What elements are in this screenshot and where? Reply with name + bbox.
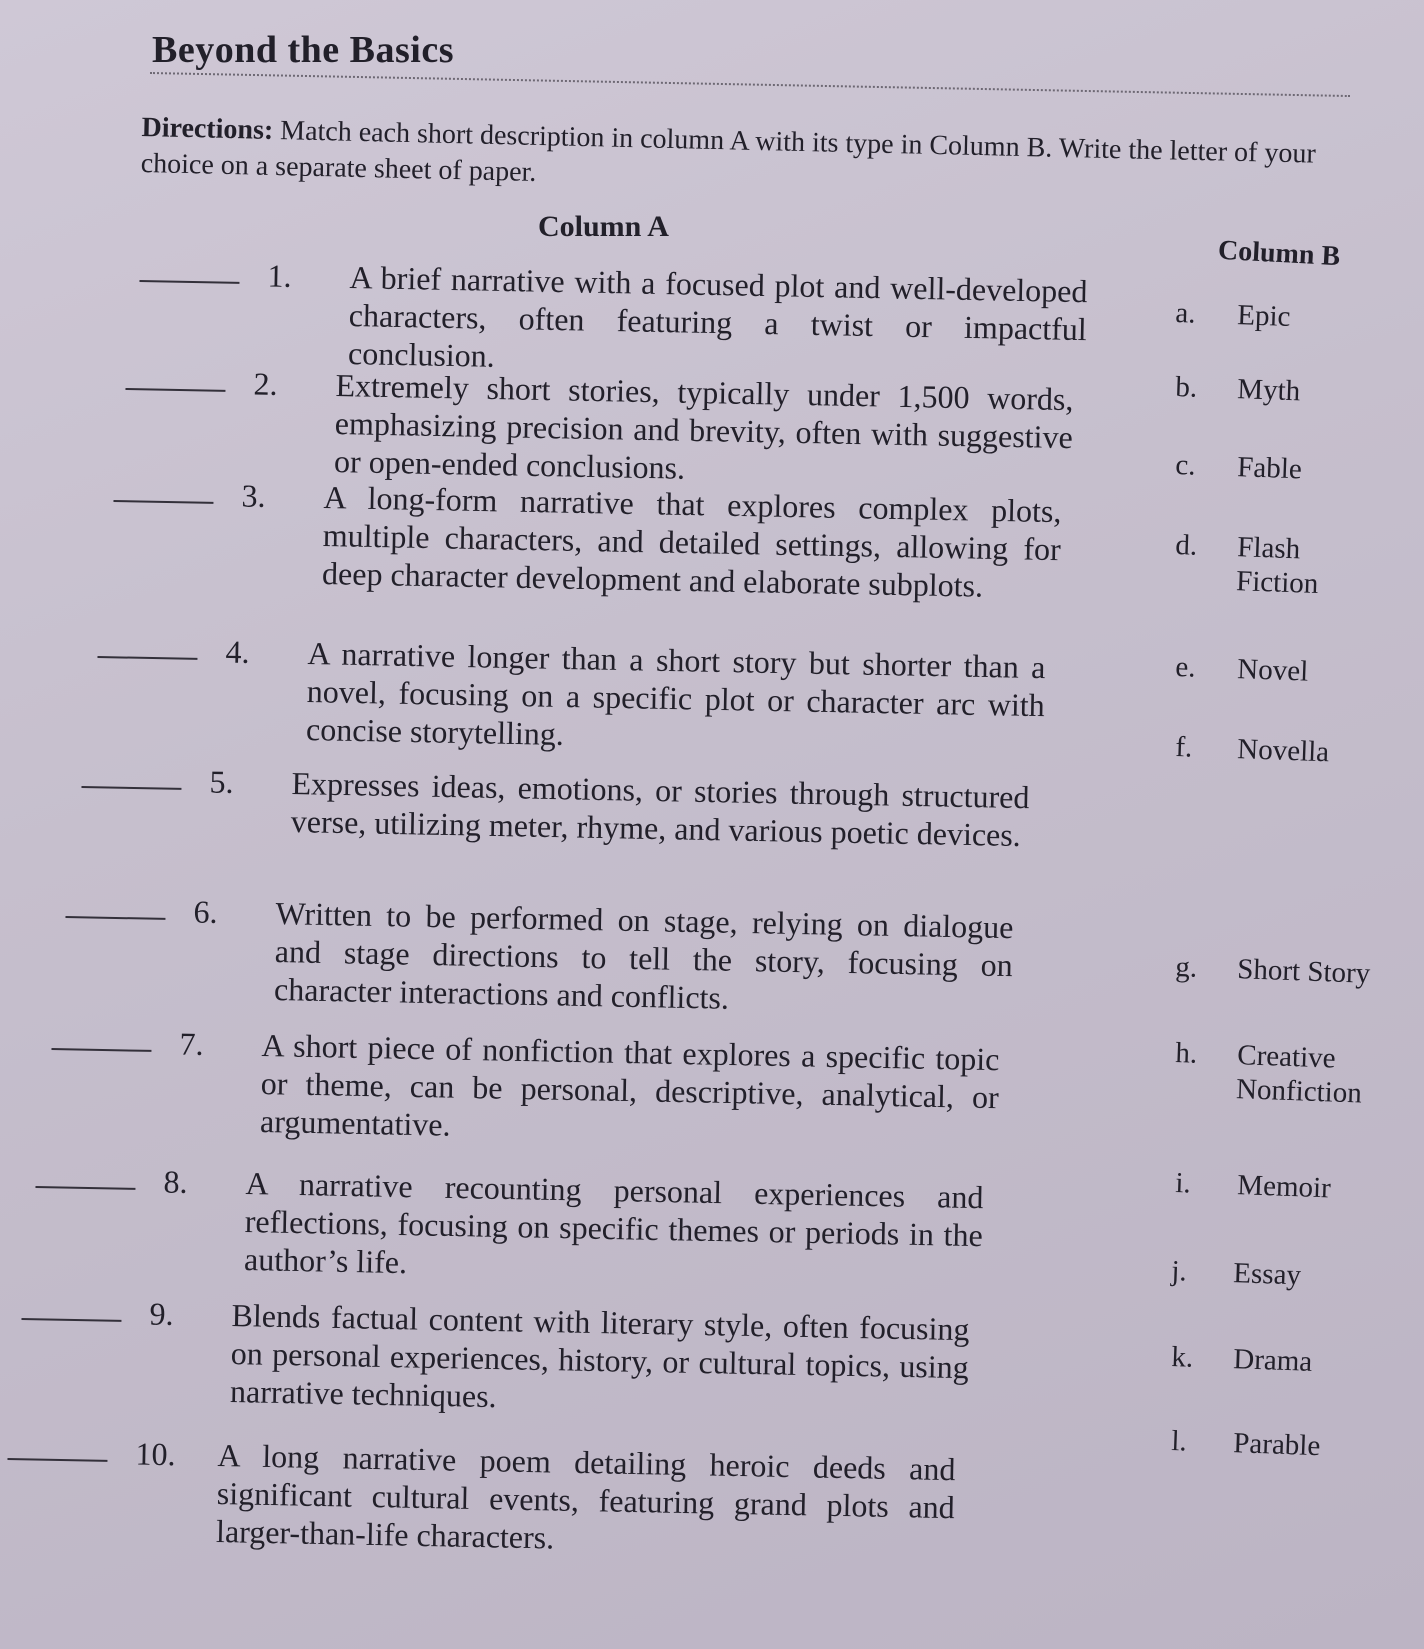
answer-blank[interactable]	[7, 1458, 107, 1462]
question-text: A brief narrative with a focused plot and well-developed characters, often featuring a twist or impactful conclusion.	[347, 259, 1088, 374]
option-letter: j.	[1170, 1254, 1188, 1288]
question-number: 7.	[179, 1025, 204, 1062]
question-item-3	[111, 474, 1214, 655]
option-k	[1171, 1340, 1384, 1381]
question-number: 6.	[193, 893, 218, 930]
option-g	[1175, 950, 1388, 991]
option-word: Essay	[1232, 1257, 1302, 1292]
option-word: Fable	[1236, 451, 1303, 486]
option-letter: f.	[1174, 730, 1193, 764]
directions	[140, 110, 1371, 210]
option-l	[1171, 1424, 1384, 1465]
option-j	[1171, 1254, 1384, 1295]
option-word: Flash Fiction	[1235, 531, 1319, 600]
option-letter: k.	[1170, 1340, 1194, 1374]
answer-blank[interactable]	[81, 786, 181, 790]
option-word: Creative Nonfiction	[1235, 1039, 1363, 1110]
option-d	[1174, 528, 1388, 603]
question-text: Extremely short stories, typically under 1,500 words, emphasizing precision and brevity, often with suggestive or open-ended conclusions.	[333, 367, 1074, 486]
option-letter: c.	[1174, 448, 1197, 482]
question-text: A long narrative poem detailing heroic deeds and significant cultural events, featuring grand plots and larger-than-life characters.	[215, 1437, 956, 1556]
option-i	[1175, 1166, 1388, 1207]
option-letter: g.	[1174, 950, 1198, 984]
answer-blank[interactable]	[113, 500, 213, 504]
question-number: 2.	[253, 365, 278, 402]
question-number: 1.	[267, 257, 292, 294]
question-text: A narrative recounting personal experiences and reflections, focusing on specific themes or periods in the author’s life.	[243, 1165, 984, 1281]
question-number: 4.	[225, 633, 250, 670]
column-a-title: Column A	[538, 210, 669, 243]
option-letter: i.	[1174, 1166, 1192, 1200]
option-letter: d.	[1174, 528, 1198, 562]
question-text: A short piece of nonfiction that explores a specific topic or theme, can be personal, descriptive, analytical, or argumentative.	[259, 1027, 1000, 1143]
question-number: 8.	[163, 1163, 188, 1200]
question-text: A narrative longer than a short story but shorter than a novel, focusing on a specific plot or character arc with concise storytelling.	[305, 635, 1046, 752]
option-word: Parable	[1232, 1427, 1321, 1463]
option-letter: e.	[1174, 650, 1197, 684]
question-text: A long-form narrative that explores complex plots, multiple characters, and detailed settings, allowing for deep character development and elaborate subplots.	[321, 479, 1062, 604]
section-heading: Beyond the Basics	[152, 29, 454, 71]
question-text: Expresses ideas, emotions, or stories through structured verse, utilizing meter, rhyme, and various poetic devices.	[290, 765, 1030, 854]
option-f	[1175, 730, 1388, 771]
option-letter: h.	[1174, 1036, 1198, 1070]
question-number: 9.	[149, 1295, 174, 1332]
question-text: Written to be performed on stage, relying on dialogue and stage directions to tell the story, focusing on character interactions and conflicts.	[273, 895, 1014, 1016]
answer-blank[interactable]	[65, 916, 165, 920]
option-letter: a.	[1174, 296, 1197, 330]
column-b-title: Column B	[1217, 234, 1341, 273]
question-number: 5.	[209, 763, 234, 800]
directions-label: Directions:	[141, 111, 274, 146]
answer-blank[interactable]	[35, 1186, 135, 1190]
heading-divider	[150, 72, 1350, 97]
answer-blank[interactable]	[97, 656, 197, 660]
directions-text: Match each short description in column A with its type in Column B. Write the letter of your choice on a separate sheet of paper.	[140, 115, 1317, 188]
answer-blank[interactable]	[139, 280, 239, 284]
question-text: Blends factual content with literary style, often focusing on personal experiences, history, or cultural topics, using narrative techniques.	[229, 1297, 970, 1415]
question-number: 10.	[135, 1435, 176, 1473]
option-word: Short Story	[1236, 953, 1371, 990]
option-word: Epic	[1236, 299, 1292, 333]
option-word: Novel	[1236, 653, 1309, 688]
option-word: Myth	[1236, 373, 1301, 408]
option-letter: b.	[1174, 370, 1198, 404]
option-e	[1175, 650, 1388, 691]
option-letter: l.	[1170, 1424, 1188, 1458]
option-word: Memoir	[1236, 1169, 1332, 1205]
answer-blank[interactable]	[125, 388, 225, 392]
answer-blank[interactable]	[51, 1048, 151, 1052]
answer-blank[interactable]	[21, 1318, 121, 1322]
question-number: 3.	[241, 477, 266, 514]
option-word: Drama	[1232, 1343, 1313, 1378]
option-h	[1174, 1036, 1388, 1111]
question-item-10	[5, 1432, 1108, 1613]
option-word: Novella	[1236, 733, 1330, 769]
